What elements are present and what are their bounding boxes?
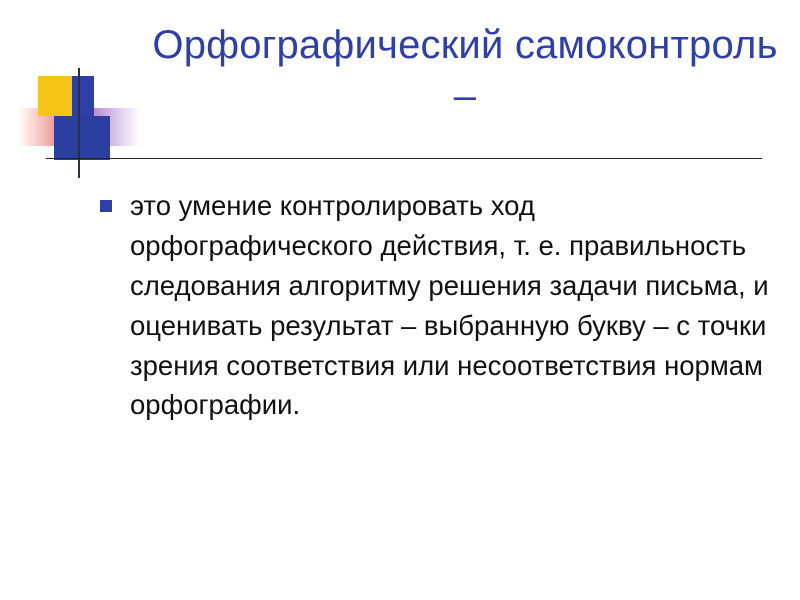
slide-body-container: [100, 186, 780, 425]
title-divider-line: [46, 158, 762, 159]
slide-title-container: [150, 20, 780, 122]
vertical-line-decoration: [78, 68, 80, 178]
decorative-logo-block: [18, 68, 148, 178]
slide-body-text: это умение контролировать ход орфографического действия, т. е. правильность следования алгоритму решения задачи письма, и оценивать результат – выбранную букву – с точки зрения соответствия или несоответствия нормам орфографии.: [130, 190, 769, 421]
bullet-square-icon: [100, 200, 112, 212]
yellow-square-decoration: [38, 76, 72, 116]
blue-square-small-decoration: [72, 76, 94, 116]
blue-square-large-decoration: [54, 116, 110, 160]
slide-title: Орфографический самоконтроль –: [152, 23, 778, 119]
